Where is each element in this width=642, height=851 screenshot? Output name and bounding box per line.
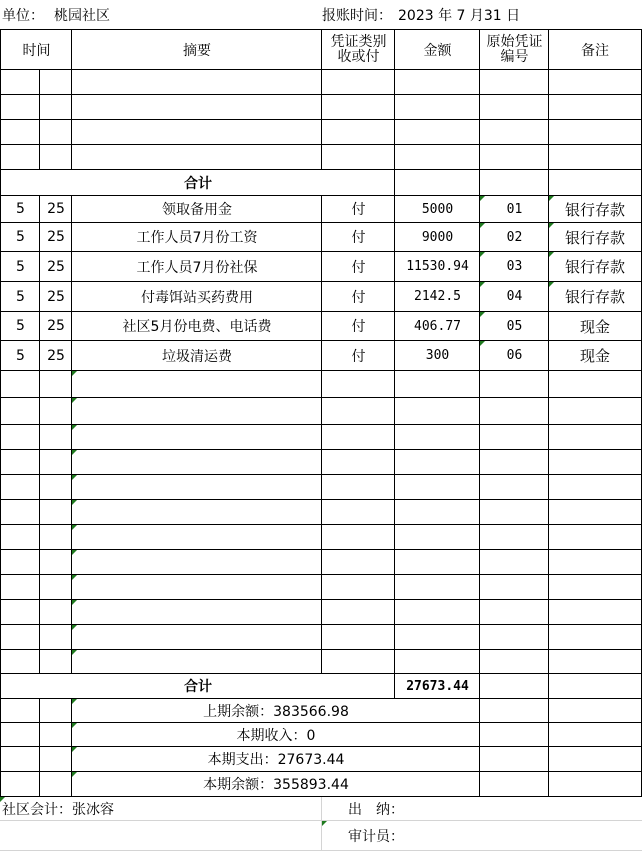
footer-row bbox=[0, 797, 642, 821]
empty-cell bbox=[0, 650, 40, 674]
balance-row bbox=[0, 772, 642, 797]
balance-expense: 本期支出：27673.44 bbox=[71, 747, 480, 772]
empty-cell bbox=[394, 525, 480, 550]
empty-cell bbox=[479, 398, 549, 425]
header-voucher-line1: 原始凭证 bbox=[486, 33, 543, 50]
comment-marker-icon bbox=[72, 772, 77, 777]
entry-voucher-no: 01 bbox=[479, 196, 549, 223]
entry-month: 5 bbox=[0, 282, 40, 312]
empty-cell bbox=[0, 371, 40, 398]
balance-row bbox=[0, 699, 642, 723]
subtotal-label: 合计 bbox=[0, 170, 395, 196]
entry-remark: 银行存款 bbox=[548, 282, 642, 312]
balance-row bbox=[0, 723, 642, 747]
entry-type: 付 bbox=[321, 341, 395, 371]
entry-summary: 垃圾清运费 bbox=[71, 341, 322, 371]
table-header bbox=[0, 29, 642, 70]
empty-cell bbox=[0, 575, 40, 600]
balance-current: 本期余额：355893.44 bbox=[71, 772, 480, 797]
empty-cell bbox=[479, 425, 549, 450]
entry-day: 25 bbox=[39, 312, 72, 341]
comment-marker-icon bbox=[72, 550, 77, 555]
empty-row bbox=[0, 70, 642, 95]
unit-value: 桃园社区 bbox=[54, 7, 110, 24]
entry-amount: 11530.94 bbox=[394, 252, 480, 282]
empty-cell bbox=[479, 650, 549, 674]
entry-voucher-no: 04 bbox=[479, 282, 549, 312]
empty-cell bbox=[321, 550, 395, 575]
empty-cell bbox=[394, 500, 480, 525]
empty-cell bbox=[394, 550, 480, 575]
entry-remark: 现金 bbox=[548, 312, 642, 341]
empty-row bbox=[0, 625, 642, 650]
entry-day: 25 bbox=[39, 223, 72, 252]
empty-cell bbox=[548, 550, 642, 575]
entry-voucher-no: 02 bbox=[479, 223, 549, 252]
comment-marker-icon bbox=[480, 223, 485, 228]
comment-marker-icon bbox=[72, 575, 77, 580]
entry-month: 5 bbox=[0, 312, 40, 341]
report-cell bbox=[320, 0, 642, 29]
empty-cell bbox=[39, 600, 72, 625]
comment-marker-icon bbox=[72, 371, 77, 376]
empty-cell bbox=[394, 371, 480, 398]
empty-cell bbox=[39, 625, 72, 650]
entry-month: 5 bbox=[0, 252, 40, 282]
empty-cell bbox=[394, 425, 480, 450]
entry-day: 25 bbox=[39, 252, 72, 282]
entry-summary: 工作人员7月份社保 bbox=[71, 252, 322, 282]
empty-cell bbox=[39, 550, 72, 575]
subtotal-row bbox=[0, 170, 642, 196]
empty-cell bbox=[321, 650, 395, 674]
empty-cell bbox=[71, 398, 322, 425]
empty-cell bbox=[71, 650, 322, 674]
total-label: 合计 bbox=[0, 674, 395, 699]
empty-row bbox=[0, 550, 642, 575]
entry-month: 5 bbox=[0, 341, 40, 371]
comment-marker-icon bbox=[549, 282, 554, 287]
table-row bbox=[0, 223, 642, 252]
empty-cell bbox=[321, 525, 395, 550]
empty-row bbox=[0, 120, 642, 145]
entry-amount: 9000 bbox=[394, 223, 480, 252]
empty-cell bbox=[71, 575, 322, 600]
empty-row bbox=[0, 450, 642, 475]
empty-cell bbox=[479, 575, 549, 600]
empty-cell bbox=[479, 500, 549, 525]
top-info-row bbox=[0, 0, 642, 29]
comment-marker-icon bbox=[72, 699, 77, 704]
empty-cell bbox=[39, 425, 72, 450]
empty-cell bbox=[0, 475, 40, 500]
empty-cell bbox=[321, 600, 395, 625]
empty-cell bbox=[39, 650, 72, 674]
header-time: 时间 bbox=[0, 29, 72, 70]
empty-cell bbox=[71, 550, 322, 575]
empty-cell bbox=[0, 425, 40, 450]
header-voucher bbox=[479, 29, 549, 70]
entry-day: 25 bbox=[39, 341, 72, 371]
comment-marker-icon bbox=[322, 821, 327, 826]
entry-summary: 付毒饵站买药费用 bbox=[71, 282, 322, 312]
empty-cell bbox=[321, 475, 395, 500]
empty-cell bbox=[479, 371, 549, 398]
empty-cell bbox=[548, 475, 642, 500]
empty-cell bbox=[39, 525, 72, 550]
header-amount: 金额 bbox=[394, 29, 480, 70]
entry-type: 付 bbox=[321, 312, 395, 341]
header-remark: 备注 bbox=[548, 29, 642, 70]
entry-month: 5 bbox=[0, 196, 40, 223]
comment-marker-icon bbox=[549, 223, 554, 228]
entry-amount: 2142.5 bbox=[394, 282, 480, 312]
comment-marker-icon bbox=[72, 398, 77, 403]
table-row bbox=[0, 252, 642, 282]
empty-row bbox=[0, 650, 642, 674]
empty-row bbox=[0, 475, 642, 500]
empty-row bbox=[0, 145, 642, 170]
entry-day: 25 bbox=[39, 282, 72, 312]
empty-cell bbox=[548, 525, 642, 550]
comment-marker-icon bbox=[72, 425, 77, 430]
table-row bbox=[0, 312, 642, 341]
empty-cell bbox=[39, 575, 72, 600]
empty-cell bbox=[71, 600, 322, 625]
empty-cell bbox=[71, 450, 322, 475]
empty-cell bbox=[548, 625, 642, 650]
empty-row bbox=[0, 600, 642, 625]
header-voucher-line2: 编号 bbox=[500, 48, 529, 65]
header-type-line1: 凭证类别 bbox=[330, 33, 387, 50]
entry-type: 付 bbox=[321, 223, 395, 252]
empty-row bbox=[0, 95, 642, 120]
empty-cell bbox=[321, 398, 395, 425]
entry-amount: 5000 bbox=[394, 196, 480, 223]
comment-marker-icon bbox=[480, 341, 485, 346]
empty-cell bbox=[321, 500, 395, 525]
empty-cell bbox=[548, 600, 642, 625]
empty-cell bbox=[479, 475, 549, 500]
comment-marker-icon bbox=[549, 252, 554, 257]
balance-row bbox=[0, 747, 642, 772]
entry-type: 付 bbox=[321, 196, 395, 223]
empty-row bbox=[0, 425, 642, 450]
empty-cell bbox=[548, 371, 642, 398]
empty-cell bbox=[321, 575, 395, 600]
empty-cell bbox=[548, 575, 642, 600]
empty-cell bbox=[479, 600, 549, 625]
total-row bbox=[0, 674, 642, 699]
empty-cell bbox=[394, 450, 480, 475]
empty-cell bbox=[394, 575, 480, 600]
entry-amount: 300 bbox=[394, 341, 480, 371]
comment-marker-icon bbox=[480, 312, 485, 317]
comment-marker-icon bbox=[0, 797, 5, 802]
entry-summary: 社区5月份电费、电话费 bbox=[71, 312, 322, 341]
comment-marker-icon bbox=[480, 252, 485, 257]
empty-cell bbox=[39, 450, 72, 475]
empty-cell bbox=[394, 398, 480, 425]
empty-cell bbox=[548, 450, 642, 475]
empty-cell bbox=[0, 398, 40, 425]
empty-row bbox=[0, 525, 642, 550]
entry-type: 付 bbox=[321, 252, 395, 282]
unit-cell bbox=[0, 0, 320, 29]
empty-cell bbox=[321, 450, 395, 475]
entry-day: 25 bbox=[39, 196, 72, 223]
empty-row bbox=[0, 398, 642, 425]
empty-cell bbox=[394, 475, 480, 500]
empty-cell bbox=[479, 625, 549, 650]
empty-cell bbox=[394, 600, 480, 625]
empty-cell bbox=[71, 475, 322, 500]
comment-marker-icon bbox=[72, 450, 77, 455]
empty-cell bbox=[0, 625, 40, 650]
comment-marker-icon bbox=[72, 600, 77, 605]
table-row bbox=[0, 282, 642, 312]
header-type bbox=[321, 29, 395, 70]
empty-cell bbox=[321, 371, 395, 398]
footer-row bbox=[0, 821, 642, 851]
comment-marker-icon bbox=[480, 196, 485, 201]
entry-remark: 银行存款 bbox=[548, 196, 642, 223]
empty-cell bbox=[71, 500, 322, 525]
empty-cell bbox=[0, 550, 40, 575]
empty-cell bbox=[394, 625, 480, 650]
entry-remark: 现金 bbox=[548, 341, 642, 371]
empty-row bbox=[0, 500, 642, 525]
cashier-signature: 出 纳： bbox=[321, 797, 642, 821]
empty-cell bbox=[548, 500, 642, 525]
empty-cell bbox=[394, 650, 480, 674]
empty-cell bbox=[71, 371, 322, 398]
empty-cell bbox=[39, 371, 72, 398]
total-amount: 27673.44 bbox=[394, 674, 480, 699]
comment-marker-icon bbox=[480, 282, 485, 287]
comment-marker-icon bbox=[72, 525, 77, 530]
entry-month: 5 bbox=[0, 223, 40, 252]
empty-cell bbox=[71, 625, 322, 650]
report-label: 报账时间： bbox=[322, 7, 392, 24]
empty-cell bbox=[0, 525, 40, 550]
comment-marker-icon bbox=[72, 500, 77, 505]
entry-remark: 银行存款 bbox=[548, 252, 642, 282]
balance-income: 本期收入：0 bbox=[71, 723, 480, 747]
entry-voucher-no: 05 bbox=[479, 312, 549, 341]
unit-label: 单位： bbox=[2, 7, 44, 24]
empty-cell bbox=[548, 425, 642, 450]
empty-cell bbox=[71, 425, 322, 450]
empty-cell bbox=[548, 650, 642, 674]
empty-cell bbox=[548, 398, 642, 425]
empty-cell bbox=[39, 500, 72, 525]
comment-marker-icon bbox=[72, 723, 77, 728]
report-value: 2023 年 7 月31 日 bbox=[398, 7, 521, 24]
entry-summary: 工作人员7月份工资 bbox=[71, 223, 322, 252]
auditor-signature: 审计员： bbox=[321, 821, 642, 851]
header-summary: 摘要 bbox=[71, 29, 322, 70]
entry-voucher-no: 06 bbox=[479, 341, 549, 371]
empty-cell bbox=[479, 525, 549, 550]
header-type-line2: 收或付 bbox=[337, 48, 380, 65]
empty-cell bbox=[39, 475, 72, 500]
empty-cell bbox=[321, 625, 395, 650]
comment-marker-icon bbox=[72, 650, 77, 655]
empty-cell bbox=[321, 425, 395, 450]
empty-row bbox=[0, 371, 642, 398]
comment-marker-icon bbox=[72, 475, 77, 480]
entry-summary: 领取备用金 bbox=[71, 196, 322, 223]
table-row bbox=[0, 341, 642, 371]
accountant-signature: 社区会计：张冰容 bbox=[0, 797, 322, 821]
entry-type: 付 bbox=[321, 282, 395, 312]
entry-remark: 银行存款 bbox=[548, 223, 642, 252]
empty-cell bbox=[479, 550, 549, 575]
comment-marker-icon bbox=[549, 196, 554, 201]
empty-cell bbox=[0, 600, 40, 625]
comment-marker-icon bbox=[72, 625, 77, 630]
empty-cell bbox=[39, 398, 72, 425]
entry-voucher-no: 03 bbox=[479, 252, 549, 282]
empty-row bbox=[0, 575, 642, 600]
empty-cell bbox=[0, 500, 40, 525]
empty-cell bbox=[71, 525, 322, 550]
comment-marker-icon bbox=[72, 747, 77, 752]
table-row bbox=[0, 196, 642, 223]
empty-cell bbox=[0, 450, 40, 475]
empty-cell bbox=[479, 450, 549, 475]
balance-previous: 上期余额：383566.98 bbox=[71, 699, 480, 723]
entry-amount: 406.77 bbox=[394, 312, 480, 341]
